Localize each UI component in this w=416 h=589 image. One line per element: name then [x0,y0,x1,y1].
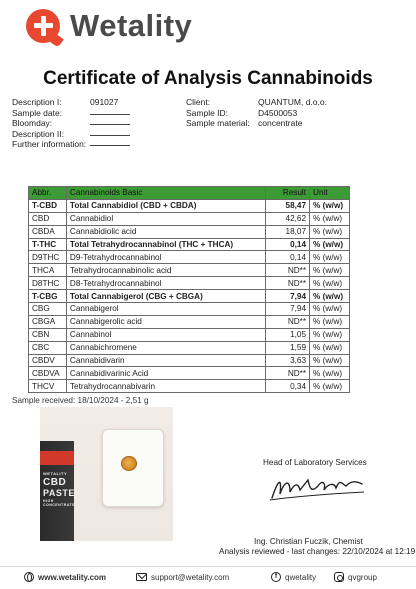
cell-name: Cannabidivarin [66,354,265,367]
meta-label: Bloomday: [12,118,53,128]
table-row [29,380,350,393]
meta-label: Client: [186,97,211,107]
table-row [29,315,350,328]
table-row [29,199,350,212]
cell-abbr: D8THC [29,277,67,290]
meta-value: concentrate [258,118,303,128]
cell-unit: % (w/w) [310,354,350,367]
cell-name: Cannabidivarinic Acid [66,367,265,380]
table-row [29,367,350,380]
analysis-reviewed: Analysis reviewed - last changes: 22/10/2024 at 12:19 [219,547,416,556]
cannabinoid-results-table [28,186,350,393]
meta-label: Sample material: [186,118,250,128]
footer-instagram[interactable] [334,572,377,582]
cell-name: Total Cannabidiol (CBD + CBDA) [66,199,265,212]
cell-unit: % (w/w) [310,380,350,393]
facebook-icon: f [271,572,281,582]
meta-label: Description I: [12,97,62,107]
cell-abbr: CBDA [29,225,67,238]
facebook-link[interactable]: qwetality [285,572,317,582]
cell-name: Cannabigerol [66,303,265,316]
table-header-row [29,187,350,200]
cell-unit: % (w/w) [310,264,350,277]
cell-unit: % (w/w) [310,367,350,380]
table-row [29,303,350,316]
cell-unit: % (w/w) [310,199,350,212]
header-result: Result [266,187,310,200]
cell-unit: % (w/w) [310,341,350,354]
cell-name: Tetrahydrocannabinolic acid [66,264,265,277]
cell-name: Tetrahydrocannabivarin [66,380,265,393]
cell-abbr: T-THC [29,238,67,251]
header-name: Cannabinoids Basic [66,187,265,200]
cell-abbr: THCV [29,380,67,393]
cell-result: 0,14 [266,251,310,264]
cell-abbr: CBN [29,328,67,341]
meta-right [186,97,327,129]
table-row [29,238,350,251]
header-abbr: Abbr. [29,187,67,200]
page-title: Certificate of Analysis Cannabinoids [43,68,373,89]
blank-line [90,129,130,136]
sample-photo [40,407,173,541]
cell-abbr: CBDVA [29,367,67,380]
footer-facebook[interactable] [271,572,316,582]
cell-abbr: D9THC [29,251,67,264]
table-row [29,341,350,354]
cell-abbr: CBDV [29,354,67,367]
cell-result: ND** [266,277,310,290]
instagram-link[interactable]: qvgroup [348,572,377,582]
cell-abbr: CBD [29,212,67,225]
globe-icon [24,572,34,582]
cell-result: 1,05 [266,328,310,341]
cell-result: 7,94 [266,303,310,316]
chemist-name: Ing. Christian Fuczik, Chemist [254,537,363,546]
table-row [29,264,350,277]
tube-line-paste: PASTE [43,488,75,498]
meta-value: D4500053 [258,107,298,118]
cell-unit: % (w/w) [310,328,350,341]
product-tube [40,441,74,541]
signature-icon [268,470,368,504]
cell-name: Cannabidiolic acid [66,225,265,238]
instagram-icon [334,572,344,582]
sample-droplet [121,456,137,471]
sample-dish [102,429,164,507]
cell-unit: % (w/w) [310,225,350,238]
cell-name: Cannabinol [66,328,265,341]
table-row [29,328,350,341]
cell-result: 42,62 [266,212,310,225]
cell-abbr: THCA [29,264,67,277]
cell-abbr: T-CBD [29,199,67,212]
table-row [29,212,350,225]
header-unit: Unit [310,187,350,200]
brand-name: Wetality [70,8,193,43]
cell-result: ND** [266,315,310,328]
cell-unit: % (w/w) [310,212,350,225]
cell-name: Cannabichromene [66,341,265,354]
meta-label: Sample date: [12,107,63,118]
blank-line [90,108,130,115]
cell-name: D9-Tetrahydrocannabinol [66,251,265,264]
table-row [29,251,350,264]
cell-unit: % (w/w) [310,251,350,264]
cell-name: D8-Tetrahydrocannabinol [66,277,265,290]
head-of-lab: Head of Laboratory Services [263,458,367,467]
cell-abbr: CBC [29,341,67,354]
tube-brand: WETALITY [43,471,68,476]
blank-line [90,118,130,125]
cell-result: ND** [266,367,310,380]
cell-unit: % (w/w) [310,277,350,290]
cell-result: 18,07 [266,225,310,238]
cell-name: Cannabidiol [66,212,265,225]
meta-label: Further information: [12,139,87,149]
plus-logo-icon [26,9,60,43]
footer-website[interactable] [24,572,106,582]
cell-name: Total Cannabigerol (CBG + CBGA) [66,290,265,303]
sample-received: Sample received: 18/10/2024 - 2,51 g [12,396,149,405]
meta-value: 091027 [90,97,119,107]
cell-result: 0,34 [266,380,310,393]
footer-email[interactable] [136,573,229,582]
mail-icon [136,573,147,581]
meta-label: Description II: [12,128,64,139]
cell-abbr: CBG [29,303,67,316]
website-link[interactable]: www.wetality.com [38,572,107,582]
meta-label: Sample ID: [186,107,229,118]
email-link[interactable]: support@wetality.com [151,572,230,582]
meta-value: QUANTUM, d.o.o. [258,97,327,107]
cell-name: Cannabigerolic acid [66,315,265,328]
table-row [29,277,350,290]
tube-line-sub: HIGH CONCENTRATE [43,499,76,507]
cell-name: Total Tetrahydrocannabinol (THC + THCA) [66,238,265,251]
table-row [29,225,350,238]
cell-result: 7,94 [266,290,310,303]
footer [0,569,416,585]
cell-unit: % (w/w) [310,315,350,328]
cell-unit: % (w/w) [310,290,350,303]
cell-result: 3,63 [266,354,310,367]
cell-abbr: T-CBG [29,290,67,303]
cell-result: 58,47 [266,199,310,212]
cell-result: ND** [266,264,310,277]
cell-unit: % (w/w) [310,303,350,316]
table-row [29,290,350,303]
wetality-logo [26,8,192,44]
cell-result: 1,59 [266,341,310,354]
meta-left [12,97,150,150]
table-row [29,354,350,367]
cell-result: 0,14 [266,238,310,251]
cell-abbr: CBGA [29,315,67,328]
footer-divider [0,566,416,567]
cell-unit: % (w/w) [310,238,350,251]
blank-line [90,139,130,146]
tube-line-cbd: CBD [43,477,67,488]
